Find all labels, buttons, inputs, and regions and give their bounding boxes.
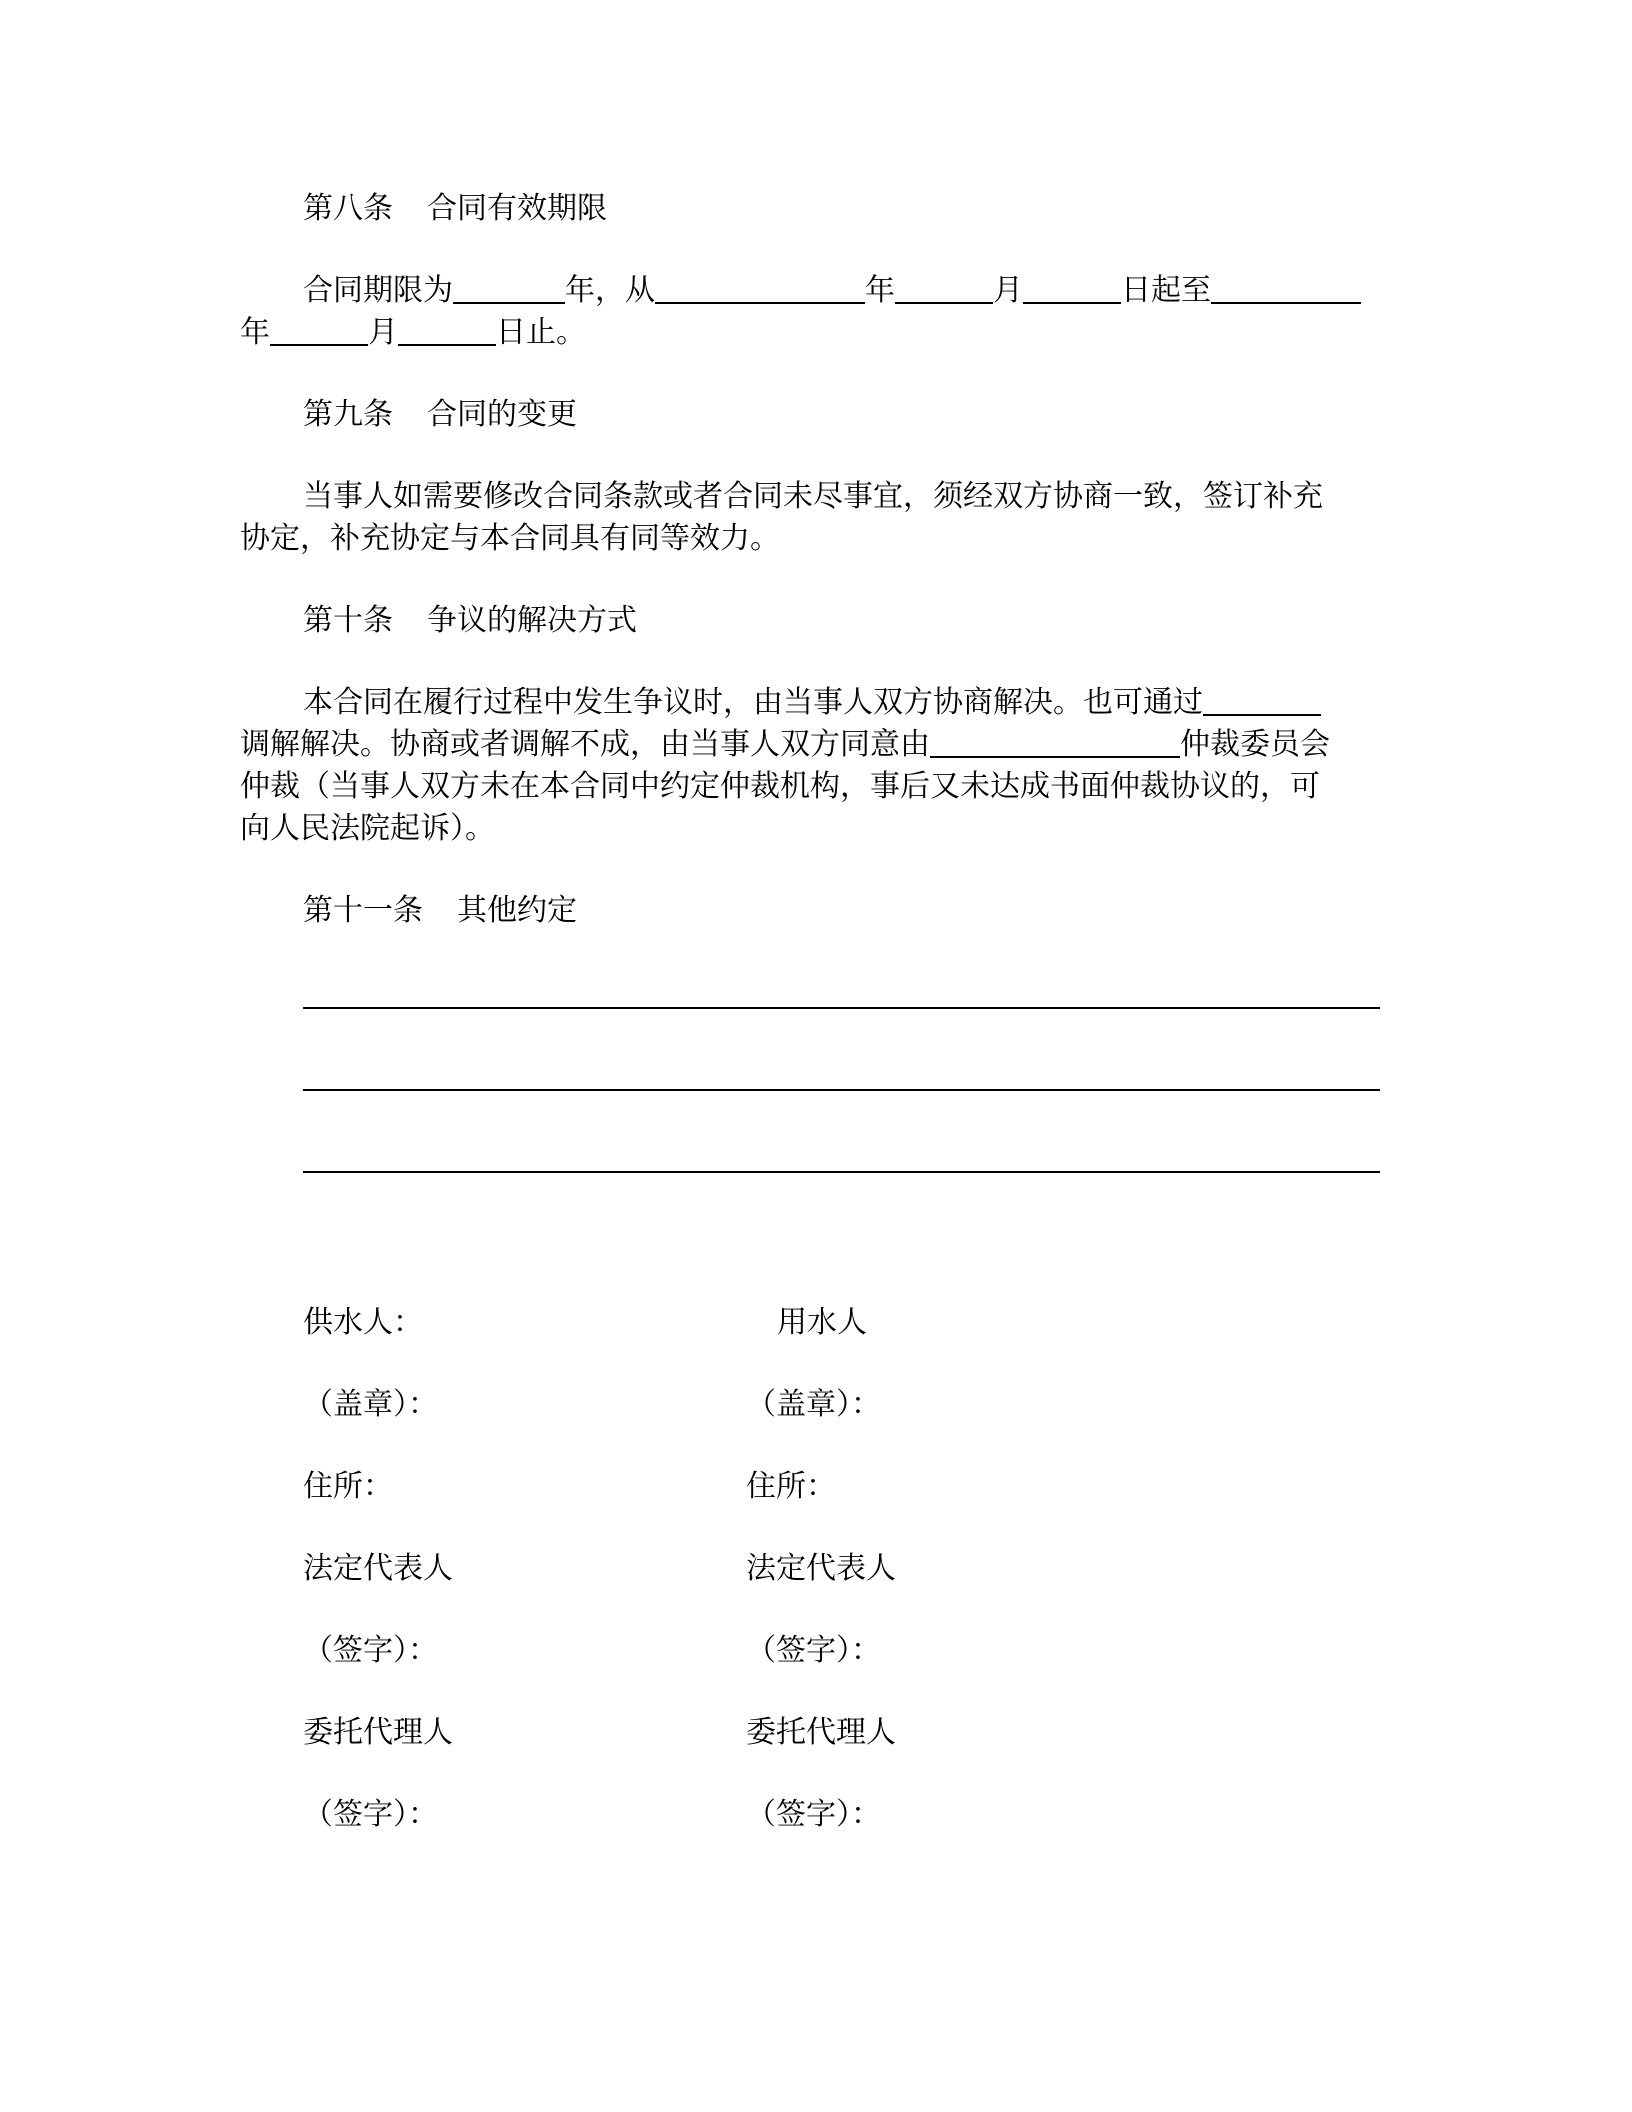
article10-heading	[240, 600, 1443, 642]
user-legal-rep-signature: （签字）：	[746, 1633, 881, 1668]
other-terms-line-1[interactable]	[303, 1007, 1380, 1009]
user-seal: （盖章）：	[746, 1387, 881, 1422]
article8-title: 合同有效期限	[427, 191, 607, 226]
article10-number: 第十条	[303, 603, 393, 638]
user-agent-signature: （签字）：	[746, 1797, 881, 1832]
supplier-label: 供水人：	[303, 1305, 423, 1340]
other-terms-line-2[interactable]	[303, 1089, 1380, 1091]
blank-arbitration-committee[interactable]	[930, 726, 1180, 758]
article11-title: 其他约定	[457, 893, 577, 928]
article10-title: 争议的解决方式	[427, 603, 637, 638]
article9-number: 第九条	[303, 397, 393, 432]
article8-line2: 年 月 日止。	[240, 315, 586, 350]
supplier-agent-signature: （签字）：	[303, 1797, 438, 1832]
article10-line4: 向人民法院起诉）。	[240, 811, 495, 846]
other-terms-line-3[interactable]	[303, 1171, 1380, 1173]
blank-start-day[interactable]	[1023, 272, 1121, 304]
user-label: 用水人	[777, 1305, 867, 1340]
supplier-seal: （盖章）：	[303, 1387, 438, 1422]
blank-start-year[interactable]	[655, 272, 865, 304]
article10-line2: 调解解决。协商或者调解不成，由当事人双方同意由 仲裁委员会	[240, 727, 1330, 762]
article8-line1: 合同期限为 年，从 年 月 日起至	[240, 270, 1443, 312]
user-address: 住所：	[746, 1469, 836, 1504]
article10-line3: 仲裁（当事人双方未在本合同中约定仲裁机构，事后又未达成书面仲裁协议的，可	[240, 769, 1320, 804]
supplier-address: 住所：	[303, 1469, 393, 1504]
article8-heading	[240, 188, 1443, 230]
supplier-agent: 委托代理人	[303, 1715, 453, 1750]
article9-heading	[240, 394, 1443, 436]
article9-line2: 协定，补充协定与本合同具有同等效力。	[240, 521, 780, 556]
blank-start-month[interactable]	[895, 272, 993, 304]
article11-number: 第十一条	[303, 893, 423, 928]
article10-line1: 本合同在履行过程中发生争议时，由当事人双方协商解决。也可通过	[240, 682, 1443, 724]
blank-end-year[interactable]	[1211, 272, 1361, 304]
blank-end-month[interactable]	[270, 314, 368, 346]
user-legal-rep: 法定代表人	[746, 1551, 896, 1586]
blank-end-day[interactable]	[398, 314, 496, 346]
blank-years[interactable]	[453, 272, 565, 304]
article9-line1: 当事人如需要修改合同条款或者合同未尽事宜，须经双方协商一致，签订补充	[303, 479, 1323, 514]
article9-title: 合同的变更	[427, 397, 577, 432]
supplier-legal-rep-signature: （签字）：	[303, 1633, 438, 1668]
user-agent: 委托代理人	[746, 1715, 896, 1750]
article8-number: 第八条	[303, 191, 393, 226]
blank-mediator[interactable]	[1203, 684, 1321, 716]
supplier-legal-rep: 法定代表人	[303, 1551, 453, 1586]
article11-heading	[240, 890, 1443, 932]
